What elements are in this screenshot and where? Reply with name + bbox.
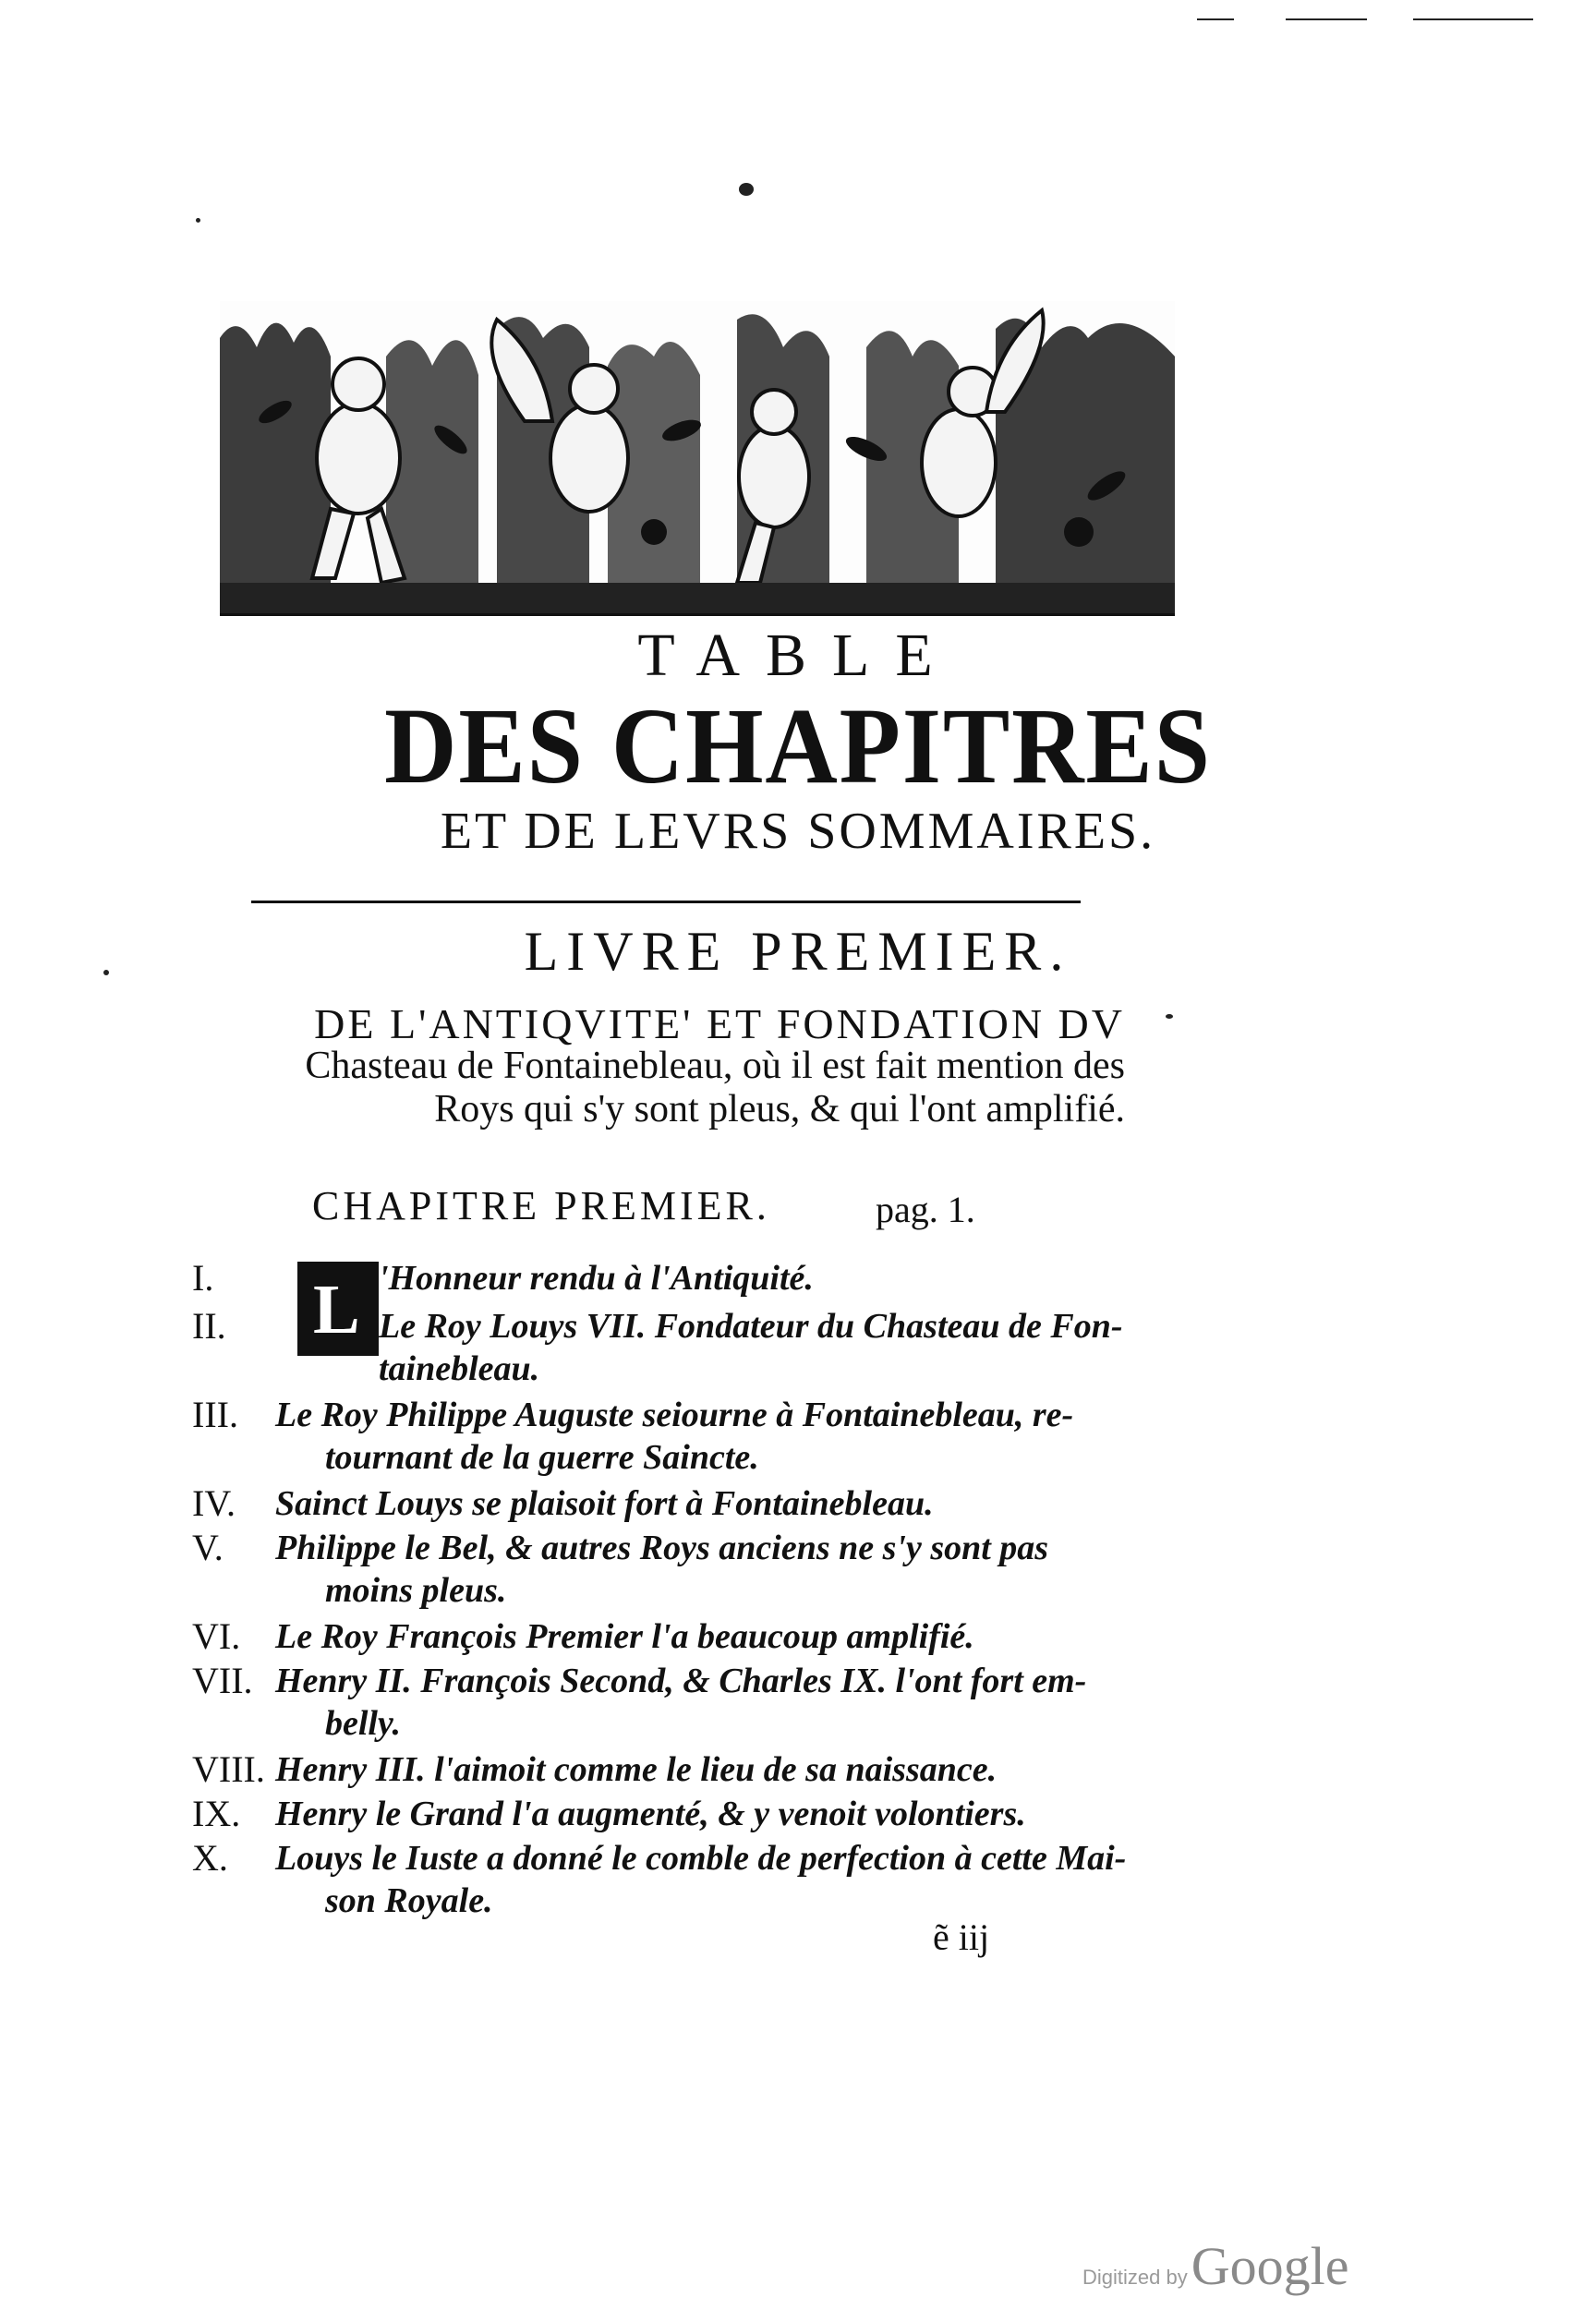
summary-text: Le Roy Philippe Auguste seiourne à Fontainebleau, re- — [275, 1396, 1074, 1434]
summary-numeral: V. — [192, 1527, 224, 1568]
table-heading: TABLE — [637, 622, 959, 689]
summary-numeral: VI. — [192, 1615, 241, 1657]
scan-mark — [1413, 18, 1533, 20]
summary-numeral: VII. — [192, 1660, 253, 1701]
summary-text-continued: moins pleus. — [325, 1571, 507, 1610]
decorative-woodcut-headpiece — [220, 301, 1175, 616]
summary-text: Le Roy Louys VII. Fondateur du Chasteau de Fon- — [379, 1307, 1123, 1346]
horizontal-rule — [251, 901, 1081, 903]
decorated-initial — [297, 1262, 379, 1356]
decorated-initial-letter: L — [313, 1271, 360, 1348]
ink-speck — [196, 218, 200, 223]
summary-numeral: III. — [192, 1394, 238, 1435]
summary-numeral: IX. — [192, 1793, 241, 1834]
headpiece-illustration — [220, 301, 1175, 613]
book-description-line: Roys qui s'y sont pleus, & qui l'ont amplifié. — [434, 1088, 1125, 1130]
summary-numeral: I. — [192, 1257, 214, 1299]
chapter-page-number: pag. 1. — [876, 1189, 975, 1230]
book-title: LIVRE PREMIER. — [524, 921, 1072, 982]
summary-numeral: VIII. — [192, 1748, 265, 1790]
summary-text: 'Honneur rendu à l'Antiquité. — [379, 1259, 814, 1298]
summary-text-continued: tournant de la guerre Saincte. — [325, 1438, 759, 1477]
summary-text-continued: belly. — [325, 1704, 401, 1743]
summary-numeral: IV. — [192, 1482, 236, 1524]
ink-speck — [1166, 1014, 1173, 1019]
page-title: DES CHAPITRES — [384, 685, 1212, 806]
summary-text: Louys le Iuste a donné le comble de perfection à cette Mai- — [275, 1839, 1127, 1878]
summary-text: Philippe le Bel, & autres Roys anciens ne s'y sont pas — [275, 1529, 1049, 1567]
signature-mark: ẽ iij — [933, 1916, 990, 1958]
book-description-line: Chasteau de Fontainebleau, où il est fait mention des — [305, 1045, 1125, 1087]
digitization-watermark — [1082, 2235, 1348, 2297]
summary-numeral: II. — [192, 1305, 226, 1347]
summary-text: Henry le Grand l'a augmenté, & y venoit volontiers. — [275, 1795, 1026, 1833]
summary-text-continued: son Royale. — [325, 1881, 493, 1920]
chapter-title: CHAPITRE PREMIER. — [312, 1183, 770, 1228]
summary-numeral: X. — [192, 1837, 228, 1879]
book-description-line: DE L'ANTIQVITE' ET FONDATION DV — [314, 1000, 1125, 1047]
summary-text: Sainct Louys se plaisoit fort à Fontainebleau. — [275, 1484, 934, 1523]
ink-speck — [739, 183, 754, 196]
summary-text-continued: tainebleau. — [379, 1349, 540, 1388]
summary-text: Le Roy François Premier l'a beaucoup amplifié. — [275, 1617, 974, 1656]
watermark-brand: Google — [1191, 2236, 1349, 2296]
scan-mark — [1286, 18, 1367, 20]
summary-text: Henry II. François Second, & Charles IX. l'ont fort em- — [275, 1662, 1087, 1700]
scan-mark — [1197, 18, 1234, 20]
summary-text: Henry III. l'aimoit comme le lieu de sa naissance. — [275, 1750, 998, 1789]
page-subtitle: ET DE LEVRS SOMMAIRES. — [440, 803, 1156, 860]
watermark-prefix: Digitized by — [1082, 2266, 1188, 2289]
